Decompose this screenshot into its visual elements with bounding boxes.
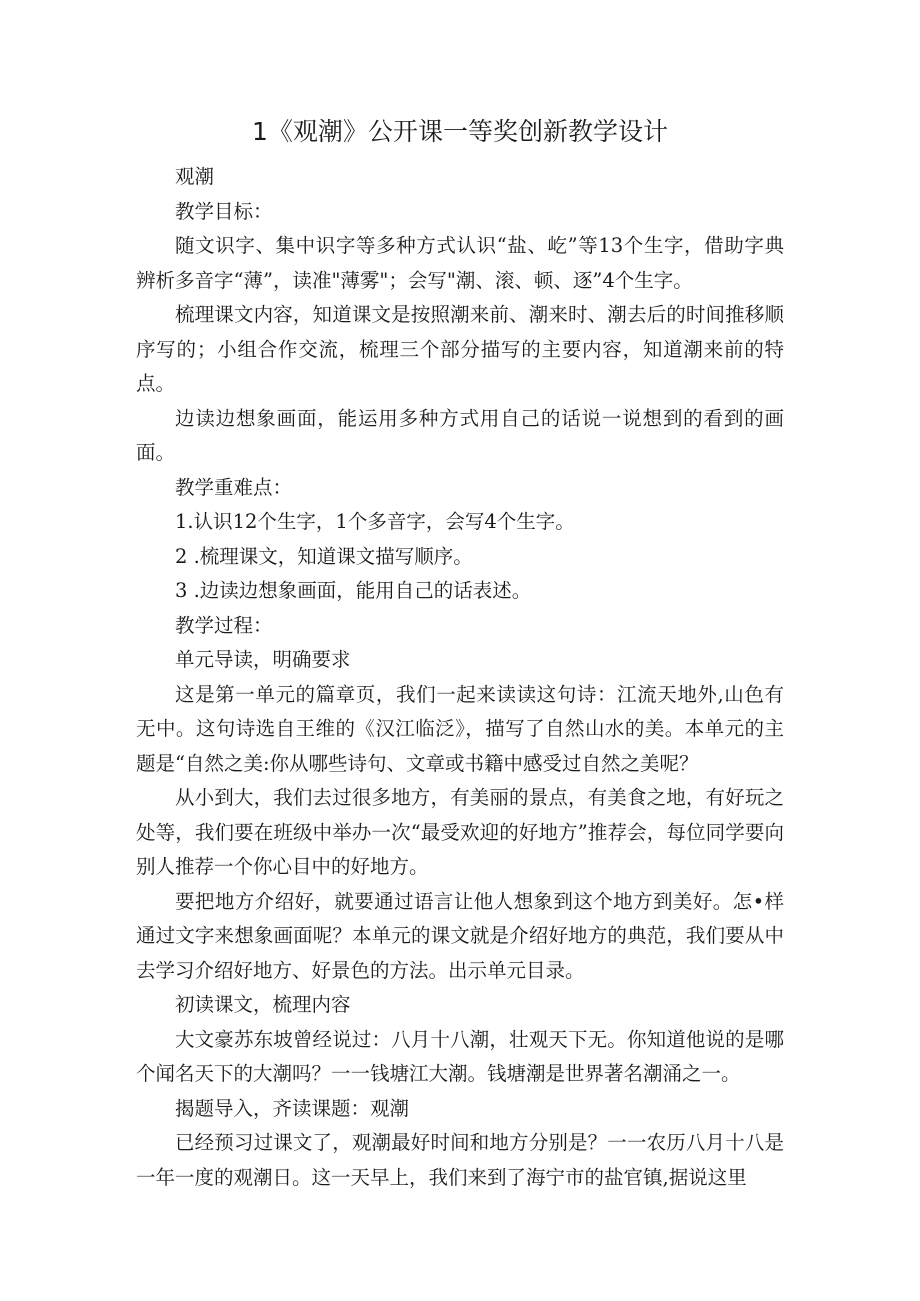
body-paragraph: 梳理课文内容，知道课文是按照潮来前、潮来时、潮去后的时间推移顺序写的；小组合作交流，梳理三个部分描写的主要内容，知道潮来前的特点。	[136, 303, 784, 395]
body-paragraph: 已经预习过课文了，观潮最好时间和地方分别是？一一农历八月十八是一年一度的观潮日。这一天早上，我们来到了海宁市的盐官镇,据说这里	[136, 1131, 784, 1189]
body-paragraph: 边读边想象画面，能运用多种方式用自己的话说一说想到的看到的画面。	[136, 406, 784, 464]
body-paragraph: 要把地方介绍好，就要通过语言让他人想象到这个地方到美好。怎•样通过文字来想象画面呢？本单元的课文就是介绍好地方的典范，我们要从中去学习介绍好地方、好景色的方法。出示单元目录。	[136, 889, 784, 982]
section-heading: 揭题导入，齐读课题：观潮	[175, 1096, 410, 1120]
section-heading: 教学过程：	[175, 613, 273, 637]
body-paragraph: 这是第一单元的篇章页，我们一起来读读这句诗：江流天地外,山色有无中。这句诗选自王维的《汉江临泛》，描写了自然山水的美。本单元的主题是“自然之美:你从哪些诗句、文章或书籍中感受过自然之美呢？	[136, 682, 784, 775]
document-page	[136, 112, 784, 1195]
document-title: 1《观潮》公开课一等奖创新教学设计	[252, 117, 668, 146]
section-heading: 观潮	[175, 165, 215, 188]
body-paragraph: 随文识字、集中识字等多种方式认识“盐、屹”等13个生字，借助字典辨析多音字“薄”，读准"薄雾"；会写"潮、滚、顿、逐”4个生字。	[136, 234, 784, 292]
list-item: 1.认识12个生字，1个多音字，会写4个生字。	[175, 510, 575, 533]
section-heading: 初读课文，梳理内容	[175, 993, 351, 1016]
section-heading: 单元导读，明确要求	[175, 648, 351, 671]
list-item: 2 .梳理课文，知道课文描写顺序。	[175, 544, 473, 568]
section-heading: 教学重难点：	[175, 475, 293, 499]
body-paragraph: 大文豪苏东坡曾经说过：八月十八潮，壮观天下无。你知道他说的是哪个闻名天下的大潮吗？一一钱塘江大潮。钱塘潮是世界著名潮涌之一。	[136, 1027, 784, 1085]
list-item: 3 .边读边想象画面，能用自己的话表述。	[175, 579, 532, 602]
section-heading: 教学目标：	[175, 199, 273, 223]
body-paragraph: 从小到大，我们去过很多地方，有美丽的景点，有美食之地，有好玩之处等，我们要在班级中举办一次“最受欢迎的好地方”推荐会，每位同学要向别人推荐一个你心目中的好地方。	[136, 786, 784, 878]
